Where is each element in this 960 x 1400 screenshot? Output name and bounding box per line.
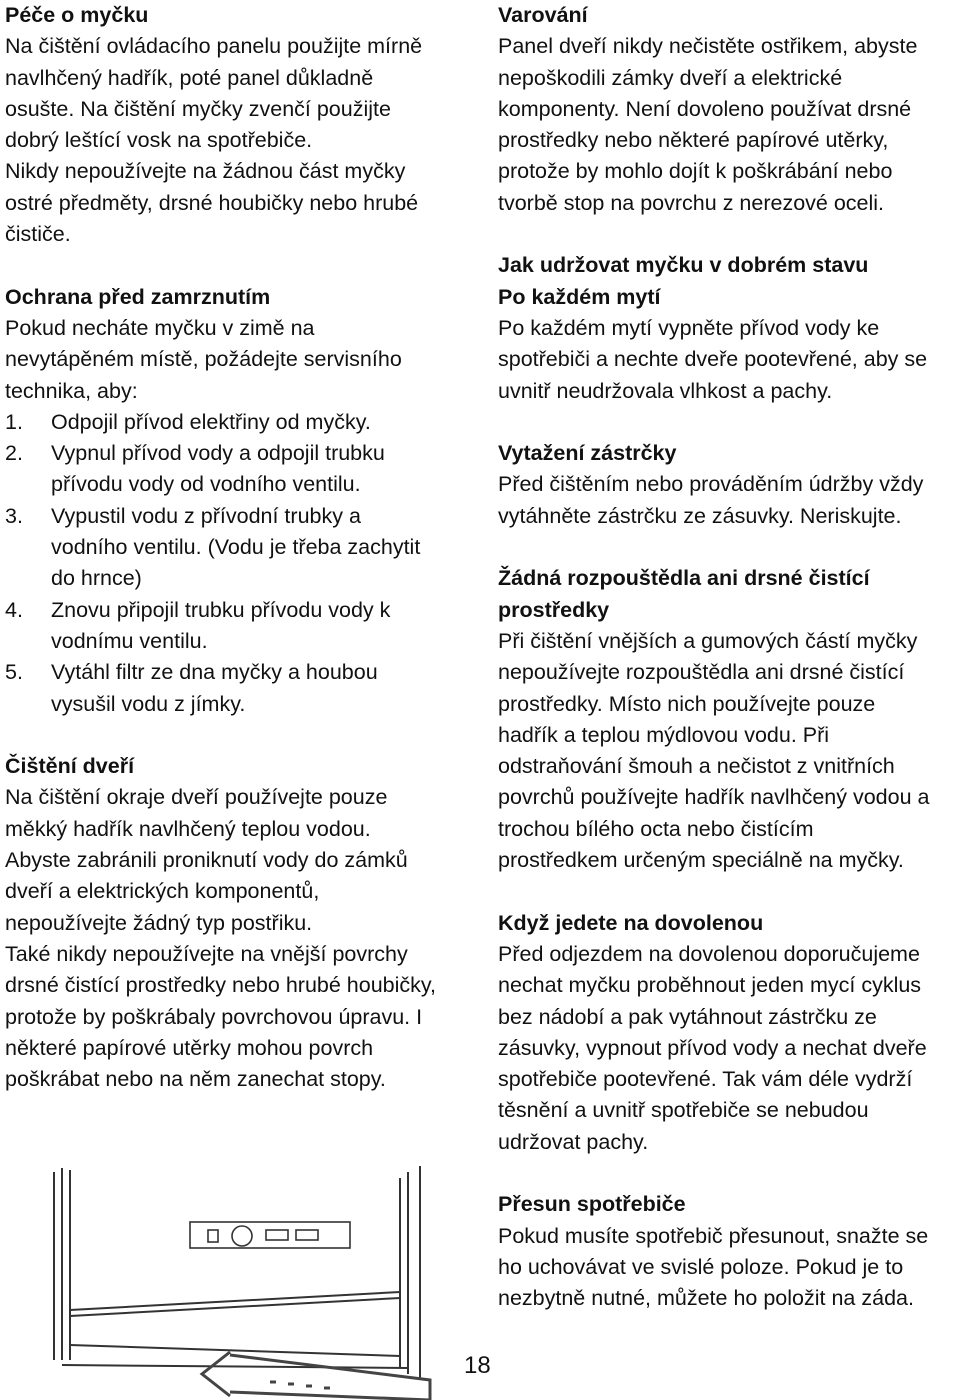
frost-heading: Ochrana před zamrznutím bbox=[5, 284, 271, 309]
holiday-line: spotřebiče pootevřené. Tak vám déle vydrží bbox=[498, 1067, 913, 1092]
dishwasher-illustration bbox=[40, 1160, 440, 1400]
frost-steps-list bbox=[5, 407, 465, 720]
care-line: ostré předměty, drsné houbičky nebo hrubé bbox=[5, 190, 419, 215]
frost-paragraph bbox=[5, 313, 465, 407]
holiday-line: nechat myčku proběhnout jeden mycí cyklus bbox=[498, 973, 922, 998]
step-number: 5. bbox=[5, 660, 23, 685]
care-line: dobrý leštící vosk na spotřebiče. bbox=[5, 128, 313, 153]
list-item bbox=[5, 438, 465, 469]
moving-line: Pokud musíte spotřebič přesunout, snažte se bbox=[498, 1223, 929, 1248]
door-cleaning-heading: Čištění dveří bbox=[5, 754, 135, 779]
care-line: Nikdy nepoužívejte na žádnou část myčky bbox=[5, 159, 406, 184]
solvent-line: Při čištění vnějších a gumových částí myčky bbox=[498, 628, 918, 653]
warning-line: nepoškodili zámky dveří a elektrické bbox=[498, 65, 843, 90]
solvent-line: hadřík a teplou mýdlovou vodu. Při bbox=[498, 722, 830, 747]
list-item bbox=[5, 657, 465, 688]
solvent-line: povrchů používejte hadřík navlhčený vodou a bbox=[498, 785, 930, 810]
care-line: navlhčený hadřík, poté panel důkladně bbox=[5, 65, 374, 90]
warning-heading: Varování bbox=[498, 3, 588, 27]
step-text: Odpojil přívod elektřiny od myčky. bbox=[51, 409, 371, 434]
step-text: Znovu připojil trubku přívodu vody k bbox=[51, 597, 391, 622]
door-line: Na čištění okraje dveří používejte pouze bbox=[5, 785, 388, 810]
care-line: osušte. Na čištění myčky zvenčí použijte bbox=[5, 96, 391, 121]
moving-line: ho uchovávat ve svislé poloze. Pokud je to bbox=[498, 1254, 904, 1279]
list-item bbox=[5, 407, 465, 438]
solvent-line: nepoužívejte rozpouštědla ani drsné čistící bbox=[498, 660, 905, 685]
door-cleaning-paragraph bbox=[5, 782, 465, 1095]
holiday-heading: Když jedete na dovolenou bbox=[498, 910, 764, 935]
warning-paragraph bbox=[498, 31, 958, 219]
holiday-line: těsnění a uvnitř spotřebiče se nebudou bbox=[498, 1098, 869, 1123]
warning-line: prostředky nebo některé papírové utěrky, bbox=[498, 128, 889, 153]
after-wash-line: uvnitř neudržovala vlhkost a pachy. bbox=[498, 378, 833, 403]
holiday-paragraph bbox=[498, 939, 958, 1158]
after-wash-paragraph bbox=[498, 313, 958, 407]
frost-line: technika, aby: bbox=[5, 378, 138, 403]
frost-line: Pokud necháte myčku v zimě na bbox=[5, 315, 315, 340]
door-line: poškrábat nebo na něm zanechat stopy. bbox=[5, 1067, 386, 1092]
door-line: nepoužívejte žádný typ postřiku. bbox=[5, 910, 313, 935]
unplug-paragraph bbox=[498, 469, 958, 532]
door-line: drsné čistící prostředky nebo hrubé houbičky, bbox=[5, 973, 437, 998]
solvent-heading: Žádná rozpouštědla ani drsné čistící bbox=[498, 566, 870, 591]
solvent-line: odstraňování šmouh a nečistot z vnitřních bbox=[498, 754, 895, 779]
care-line: Na čištění ovládacího panelu použijte mírně bbox=[5, 34, 423, 59]
holiday-line: zásuvky, vypnout přívod vody a nechat dveře bbox=[498, 1035, 927, 1060]
moving-line: nezbytně nutné, můžete ho položit na záda. bbox=[498, 1286, 914, 1311]
step-number: 1. bbox=[5, 409, 23, 434]
moving-heading: Přesun spotřebiče bbox=[498, 1192, 686, 1217]
step-text: Vytáhl filtr ze dna myčky a houbou bbox=[51, 660, 378, 685]
warning-line: tvorbě stop na povrchu z nerezové oceli. bbox=[498, 190, 885, 215]
maintain-heading: Jak udržovat myčku v dobrém stavu bbox=[498, 253, 869, 278]
door-line: protože by poškrábaly povrchovou úpravu. I bbox=[5, 1004, 423, 1029]
solvent-paragraph bbox=[498, 626, 958, 876]
step-text: vysušil vodu z jímky. bbox=[51, 691, 246, 716]
step-number: 3. bbox=[5, 503, 23, 528]
page-number: 18 bbox=[464, 1352, 491, 1379]
warning-line: protože by mohlo dojít k poškrábání nebo bbox=[498, 159, 893, 184]
arrow-hatching bbox=[270, 1382, 330, 1388]
list-item bbox=[5, 501, 465, 532]
frost-line: nevytápěném místě, požádejte servisního bbox=[5, 347, 402, 372]
step-text: do hrnce) bbox=[51, 566, 142, 591]
step-text: přívodu vody od vodního ventilu. bbox=[51, 472, 361, 497]
door-line: Abyste zabránili proniknutí vody do zámků bbox=[5, 848, 408, 873]
left-column bbox=[5, 0, 465, 1095]
holiday-line: Před odjezdem na dovolenou doporučujeme bbox=[498, 941, 920, 966]
control-panel-detail bbox=[190, 1222, 350, 1248]
unplug-heading: Vytažení zástrčky bbox=[498, 441, 677, 466]
step-text: Vypustil vodu z přívodní trubky a bbox=[51, 503, 361, 528]
solvent-heading: prostředky bbox=[498, 597, 610, 622]
solvent-line: prostředkem určeným speciálně na myčky. bbox=[498, 848, 904, 873]
solvent-line: prostředky. Místo nich používejte pouze bbox=[498, 691, 876, 716]
door-line: měkký hadřík navlhčený teplou vodou. bbox=[5, 816, 371, 841]
warning-line: komponenty. Není dovoleno používat drsné bbox=[498, 96, 912, 121]
step-number: 4. bbox=[5, 597, 23, 622]
holiday-line: bez nádobí a pak vytáhnout zástrčku ze bbox=[498, 1004, 877, 1029]
warning-line: Panel dveří nikdy nečistěte ostřikem, abyste bbox=[498, 34, 918, 59]
door-line: dveří a elektrických komponentů, bbox=[5, 879, 320, 904]
list-item bbox=[5, 595, 465, 626]
arrow-icon bbox=[202, 1352, 430, 1400]
care-line: čističe. bbox=[5, 222, 71, 247]
care-paragraph bbox=[5, 31, 465, 250]
care-heading: Péče o myčku bbox=[5, 3, 149, 27]
solvent-line: trochou bílého octa nebo čistícím bbox=[498, 816, 814, 841]
unplug-line: Před čištěním nebo prováděním údržby vždy bbox=[498, 472, 924, 497]
unplug-line: vytáhněte zástrčku ze zásuvky. Neriskujte. bbox=[498, 503, 902, 528]
door-line: některé papírové utěrky mohou povrch bbox=[5, 1035, 374, 1060]
after-wash-line: spotřebiči a nechte dveře pootevřené, aby se bbox=[498, 347, 928, 372]
step-text: Vypnul přívod vody a odpojil trubku bbox=[51, 441, 385, 466]
door-line: Také nikdy nepoužívejte na vnější povrchy bbox=[5, 941, 408, 966]
holiday-line: udržovat pachy. bbox=[498, 1129, 649, 1154]
step-text: vodního ventilu. (Vodu je třeba zachytit bbox=[51, 535, 421, 560]
step-text: vodnímu ventilu. bbox=[51, 628, 208, 653]
right-column bbox=[498, 0, 958, 1314]
step-number: 2. bbox=[5, 441, 23, 466]
moving-paragraph bbox=[498, 1221, 958, 1315]
after-wash-heading: Po každém mytí bbox=[498, 284, 661, 309]
after-wash-line: Po každém mytí vypněte přívod vody ke bbox=[498, 315, 880, 340]
